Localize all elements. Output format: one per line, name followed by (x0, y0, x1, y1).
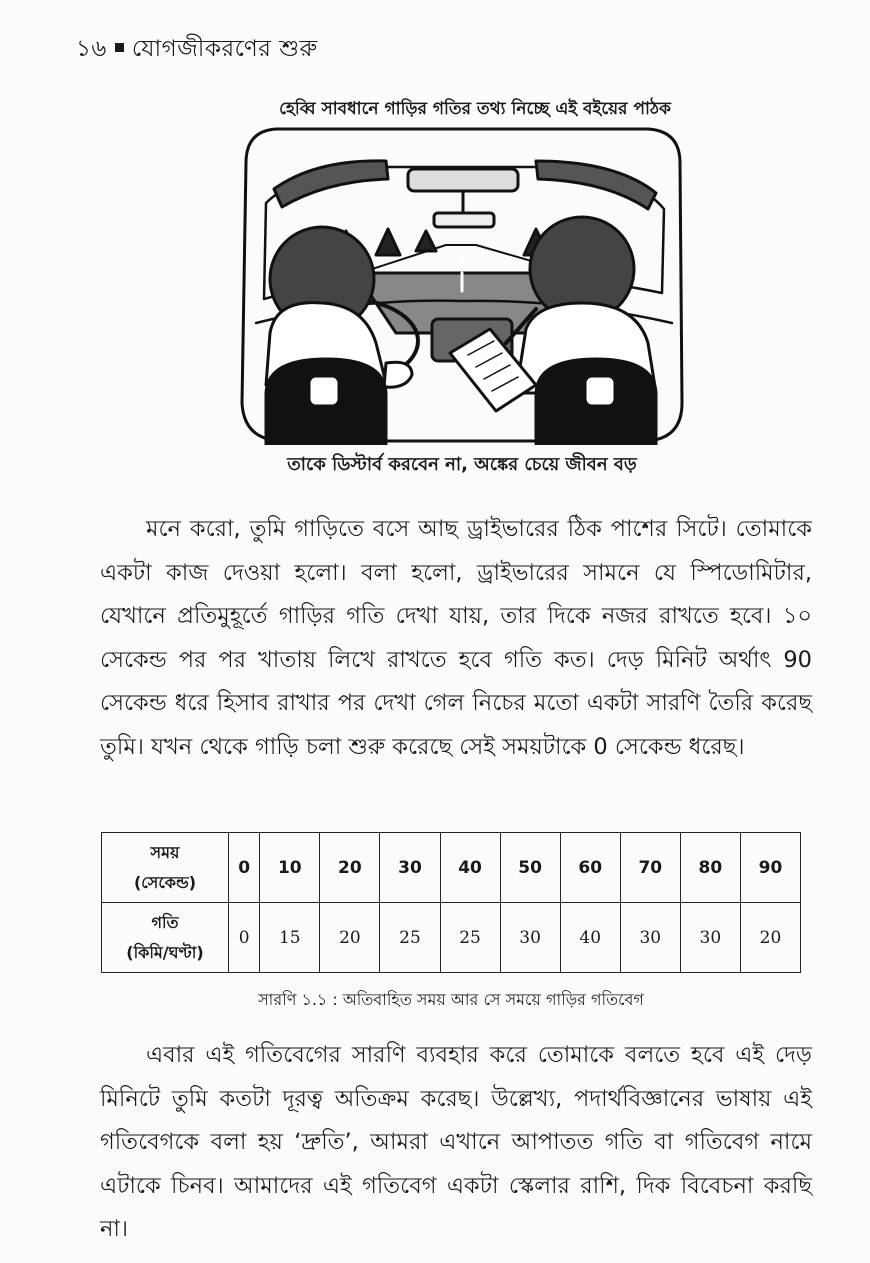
paragraph-2: এবার এই গতিবেগের সারণি ব্যবহার করে তোমাকে বলতে হবে এই দেড় মিনিটে তুমি কতটা দূরত্ব অতিক্রম করেছ। উল্লেখ্য, পদার্থবিজ্ঞানের ভাষায় এই গতিবেগকে বলা হয় ‘দ্রুতি’, আমরা এখানে আপাতত গতি বা গতিবেগ নামে এটাকে চিনব। আমাদের এই গতিবেগ একটা স্কেলার রাশি, দিক বিবেচনা করছি না। (100, 1042, 812, 1242)
table-cell: 40 (560, 903, 620, 973)
table-cell: 40 (440, 833, 500, 903)
table-cell: 10 (260, 833, 320, 903)
table-row-speed (102, 903, 801, 973)
table-cell: 15 (260, 903, 320, 973)
car-interior-illustration (236, 123, 688, 445)
separator-square-icon (115, 43, 124, 52)
running-head (76, 30, 318, 69)
row-header-speed: গতি (কিমি/ঘণ্টা) (102, 903, 229, 973)
paragraph-intro (100, 508, 812, 769)
table-cell: 60 (560, 833, 620, 903)
figure-caption-bottom: তাকে ডিস্টার্ব করবেন না, অঙ্কের চেয়ে জীবন বড় (287, 454, 637, 475)
table-cell: 0 (229, 833, 260, 903)
table-cell: 30 (680, 903, 740, 973)
table-cell: 90 (740, 833, 800, 903)
table-cell: 20 (740, 903, 800, 973)
table-caption: সারণি ১.১ : অতিবাহিত সময় আর সে সময়ে গাড়ির গতিবেগ (258, 990, 644, 1009)
figure-caption-top: হেব্বি সাবধানে গাড়ির গতির তথ্য নিচ্ছে এই বইয়ের পাঠক (279, 99, 671, 119)
table-cell: 20 (320, 903, 380, 973)
table-cell: 80 (680, 833, 740, 903)
paragraph-1: মনে করো, তুমি গাড়িতে বসে আছ ড্রাইভারের ঠিক পাশের সিটে। তোমাকে একটা কাজ দেওয়া হলো। বলা হলো, ড্রাইভারের সামনে যে স্পিডোমিটার, যেখানে প্রতিমুহূর্তে গাড়ির গতি দেখা যায়, তার দিকে নজর রাখতে হবে। ১০ সেকেন্ড পর পর খাতায় লিখে রাখতে হবে গতি কত। দেড় মিনিট অর্থাৎ 90 সেকেন্ড ধরে হিসাব রাখার পর দেখা গেল নিচের মতো একটা সারণি তৈরি করেছ তুমি। যখন থেকে গাড়ি চলা শুরু করেছে সেই সময়টাকে 0 সেকেন্ড ধরেছ। (100, 516, 812, 760)
table-cell: 25 (380, 903, 440, 973)
table-cell: 30 (500, 903, 560, 973)
table-cell: 70 (620, 833, 680, 903)
speed-time-table (101, 832, 801, 973)
page-number: ১৬ (76, 36, 107, 62)
table-cell: 30 (380, 833, 440, 903)
running-title: যোগজীকরণের শুরু (131, 36, 318, 62)
table-cell: 20 (320, 833, 380, 903)
table-cell: 0 (229, 903, 260, 973)
table-cell: 50 (500, 833, 560, 903)
table-cell: 30 (620, 903, 680, 973)
paragraph-followup (100, 1034, 812, 1252)
table-row-time (102, 833, 801, 903)
row-header-time: সময় (সেকেন্ড) (102, 833, 229, 903)
table-cell: 25 (440, 903, 500, 973)
